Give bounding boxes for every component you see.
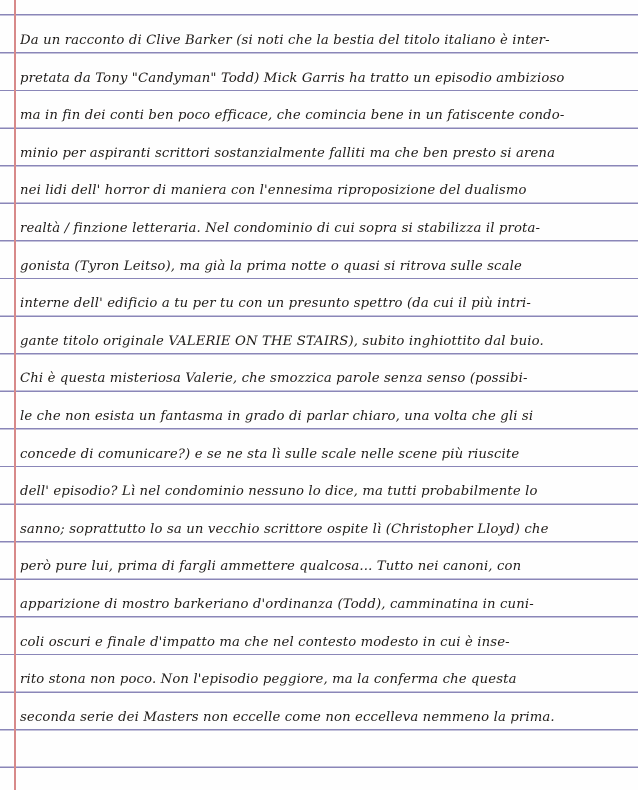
text-line: gante titolo originale VALERIE ON THE STAIRS), subito inghiottito dal buio. (20, 333, 544, 349)
text-line: rito stona non poco. Non l'episodio peggiore, ma la conferma che questa (20, 672, 517, 688)
text-line: realtà / finzione letteraria. Nel condominio di cui sopra si stabilizza il prota- (20, 220, 541, 236)
margin-line (14, 0, 16, 790)
text-line: le che non esista un fantasma in grado di parlar chiaro, una volta che gli si (20, 408, 534, 424)
text-line: pretata da Tony "Candyman" Todd) Mick Garris ha tratto un episodio ambizioso (20, 70, 565, 86)
text-line: apparizione di mostro barkeriano d'ordinanza (Todd), camminatina in cuni- (20, 596, 534, 612)
text-line: dell' episodio? Lì nel condominio nessuno lo dice, ma tutti probabilmente lo (20, 484, 538, 500)
text-line: sanno; soprattutto lo sa un vecchio scrittore ospite lì (Christopher Lloyd) che (20, 521, 549, 537)
text-line: nei lidi dell' horror di maniera con l'ennesima riproposizione del dualismo (20, 183, 527, 199)
text-line: Chi è questa misteriosa Valerie, che smozzica parole senza senso (possibi- (20, 371, 528, 387)
handwritten-text (20, 22, 632, 736)
text-line: concede di comunicare?) e se ne sta lì sulle scale nelle scene più riuscite (20, 446, 520, 462)
text-line: coli oscuri e finale d'impatto ma che nel contesto modesto in cui è inse- (20, 634, 510, 650)
text-line: minio per aspiranti scrittori sostanzialmente falliti ma che ben presto si arena (20, 145, 556, 161)
text-line: gonista (Tyron Leitso), ma già la prima notte o quasi si ritrova sulle scale (20, 258, 522, 274)
text-line: seconda serie dei Masters non eccelle come non eccelleva nemmeno la prima. (20, 709, 555, 725)
text-line: però pure lui, prima di fargli ammettere qualcosa... Tutto nei canoni, con (20, 559, 522, 575)
text-line: interne dell' edificio a tu per tu con un presunto spettro (da cui il più intri- (20, 296, 532, 312)
text-line: Da un racconto di Clive Barker (si noti che la bestia del titolo italiano è inter- (20, 33, 550, 48)
text-line: ma in fin dei conti ben poco efficace, che comincia bene in un fatiscente condo- (20, 108, 565, 124)
